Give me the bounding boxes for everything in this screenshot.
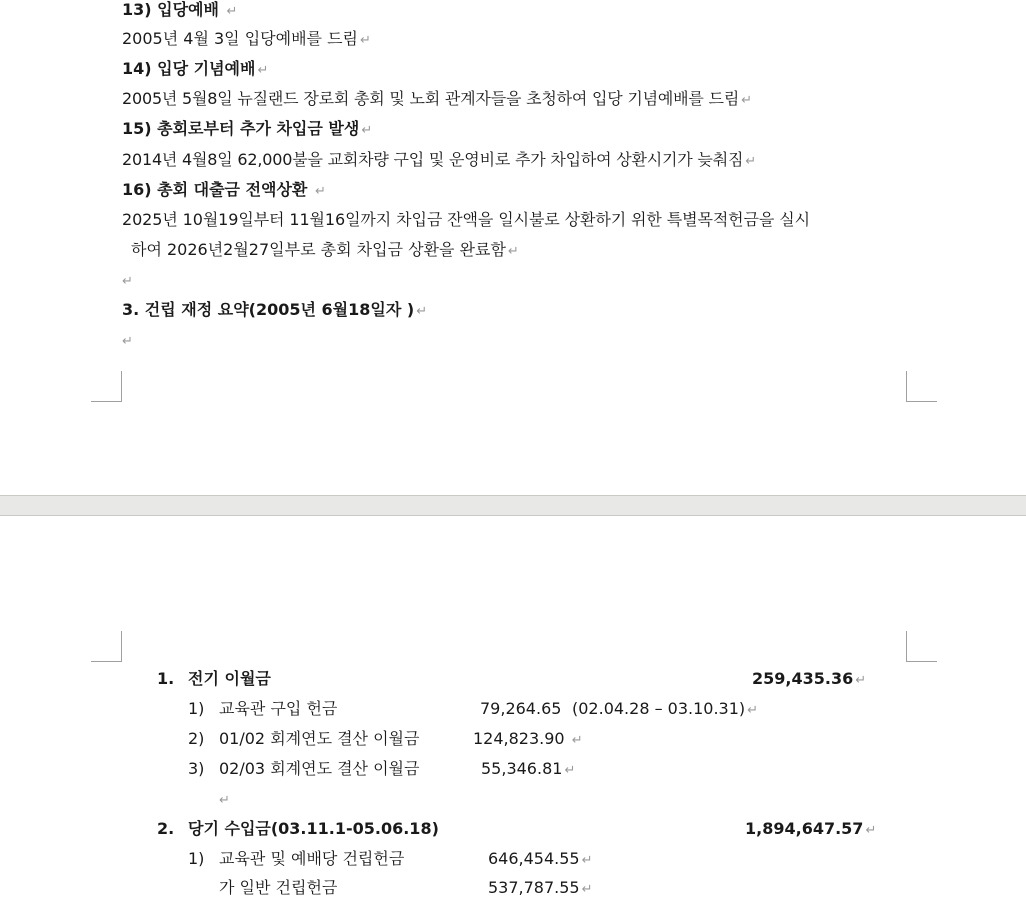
s1-item1-number: 1) <box>188 699 205 718</box>
item13-paragraph <box>122 29 371 51</box>
s2-label: 당기 수입금(03.11.1-05.06.18) <box>188 819 439 838</box>
paragraph-mark: ↵ <box>865 823 877 838</box>
empty-paragraph <box>120 330 133 352</box>
s1-item2-amount: 124,823.90 <box>473 729 565 748</box>
paragraph-mark: ↵ <box>564 763 576 778</box>
s1-item1-amount: 79,264.65 <box>480 699 562 718</box>
item16-body-line2: 하여 2026년2월27일부로 총회 차입금 상환을 완료함 <box>131 240 506 259</box>
paragraph-mark: ↵ <box>741 93 752 108</box>
paragraph-mark: ↵ <box>507 244 519 259</box>
item16-title: 16) 총회 대출금 전액상환 <box>122 180 313 199</box>
document-page-2 <box>0 516 1026 898</box>
s1-item3-label: 02/03 회계연도 결산 이월금 <box>219 759 420 778</box>
s1-item1-note: (02.04.28 – 03.10.31) <box>572 699 746 718</box>
s1-item2-number: 2) <box>188 729 205 748</box>
paragraph-mark: ↵ <box>581 882 593 897</box>
s2-item1-number: 1) <box>188 849 205 868</box>
paragraph-mark: ↵ <box>219 793 230 808</box>
s2-item1-label: 교육관 및 예배당 건립헌금 <box>219 849 405 868</box>
s1-number: 1. <box>157 669 175 688</box>
margin-corner-top-right <box>906 631 937 662</box>
paragraph-mark: ↵ <box>416 304 428 319</box>
s1-item3-amount-line <box>481 759 575 781</box>
s1-item2-amount-line <box>473 729 583 751</box>
item15-paragraph <box>122 150 756 172</box>
empty-paragraph <box>217 789 230 811</box>
s1-item1-note-line <box>572 699 758 721</box>
s1-item3-amount: 55,346.81 <box>481 759 563 778</box>
section3-heading <box>122 300 427 322</box>
s1-item1-label: 교육관 구입 헌금 <box>219 699 338 718</box>
item15-body: 2014년 4월8일 62,000불을 교회차량 구입 및 운영비로 추가 차입하여 상환시기가 늦춰짐 <box>122 150 744 169</box>
item16-heading <box>122 180 326 202</box>
paragraph-mark: ↵ <box>745 154 756 169</box>
s1-item3-number: 3) <box>188 759 205 778</box>
margin-corner-top-left <box>91 631 122 662</box>
item14-body: 2005년 5월8일 뉴질랜드 장로회 총회 및 노회 관계자들을 초청하여 입당 기념예배를 드림 <box>122 89 740 108</box>
s2-item1-amount: 646,454.55 <box>488 849 580 868</box>
s2-sub-amount: 537,787.55 <box>488 878 580 897</box>
s2-amount: 1,894,647.57 <box>745 819 864 838</box>
item16-paragraph-line1 <box>122 210 810 230</box>
paragraph-mark: ↵ <box>226 4 238 19</box>
item13-heading <box>122 0 237 22</box>
paragraph-mark: ↵ <box>257 63 269 78</box>
paragraph-mark: ↵ <box>314 184 326 199</box>
s2-amount-line <box>745 819 876 841</box>
s2-sub-label: 가 일반 건립헌금 <box>219 878 338 897</box>
item15-title: 15) 총회로부터 추가 차입금 발생 <box>122 119 360 138</box>
item14-title: 14) 입당 기념예배 <box>122 59 256 78</box>
item14-paragraph <box>122 89 752 111</box>
paragraph-mark: ↵ <box>122 274 133 289</box>
paragraph-mark: ↵ <box>581 853 593 868</box>
item16-body-line1: 2025년 10월19일부터 11월16일까지 차입금 잔액을 일시불로 상환하기 위한 특별목적헌금을 실시 <box>122 210 810 229</box>
s2-number: 2. <box>157 819 175 838</box>
paragraph-mark: ↵ <box>122 334 133 349</box>
empty-paragraph <box>120 270 133 292</box>
paragraph-mark: ↵ <box>571 733 583 748</box>
paragraph-mark: ↵ <box>361 123 373 138</box>
s1-item2-label: 01/02 회계연도 결산 이월금 <box>219 729 420 748</box>
s1-label: 전기 이월금 <box>188 669 271 688</box>
page-break-gap <box>0 495 1026 516</box>
paragraph-mark: ↵ <box>855 673 867 688</box>
item13-title: 13) 입당예배 <box>122 0 225 19</box>
item15-heading <box>122 119 372 141</box>
section3-title: 3. 건립 재정 요약(2005년 6월18일자 ) <box>122 300 415 319</box>
margin-corner-bottom-left <box>91 371 122 402</box>
s2-sub-amount-line <box>488 878 593 900</box>
paragraph-mark: ↵ <box>747 703 759 718</box>
item14-heading <box>122 59 268 81</box>
s1-amount-line <box>752 669 866 691</box>
item13-body: 2005년 4월 3일 입당예배를 드림 <box>122 29 358 48</box>
item16-paragraph-line2 <box>131 240 519 262</box>
paragraph-mark: ↵ <box>359 33 371 48</box>
s1-amount: 259,435.36 <box>752 669 854 688</box>
margin-corner-bottom-right <box>906 371 937 402</box>
s2-item1-amount-line <box>488 849 593 871</box>
